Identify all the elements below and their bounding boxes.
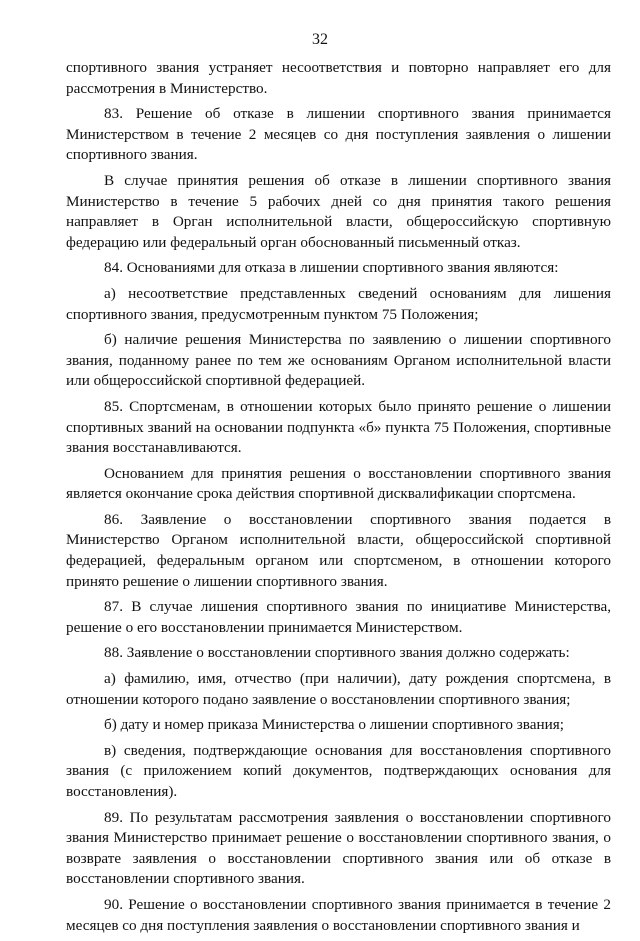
document-body <box>66 58 611 941</box>
paragraph-83-refusal-case: В случае принятия решения об отказе в лишении спортивного звания Министерство в течение 5 рабочих дней со дня принятия такого решения направляет в Орган исполнительной власти, общероссийскую спортивную федерацию или федеральный орган обоснованный письменный отказ. <box>66 171 611 251</box>
paragraph-continuation: спортивного звания устраняет несоответствия и повторно направляет его для рассмотрения в Министерство. <box>66 59 611 97</box>
paragraph-88: 88. Заявление о восстановлении спортивного звания должно содержать: <box>104 644 570 662</box>
paragraph-86: 86. Заявление о восстановлении спортивного звания подается в Министерство Органом исполнительной власти, общероссийской спортивной федерацией, федеральным органом или спортсменом, в отношении которого принято решение о лишении спортивного звания. <box>66 510 611 590</box>
paragraph-84: 84. Основаниями для отказа в лишении спортивного звания являются: <box>104 259 559 277</box>
paragraph-84-a: а) несоответствие представленных сведений основаниям для лишения спортивного звания, предусмотренным пунктом 75 Положения; <box>66 284 611 323</box>
paragraph-88-b: б) дату и номер приказа Министерства о лишении спортивного звания; <box>104 716 564 734</box>
page-number: 32 <box>312 31 328 48</box>
paragraph-84-b: б) наличие решения Министерства по заявлению о лишении спортивного звания, поданному ранее по тем же основаниям Органом исполнительной власти или общероссийской спортивной федерацией. <box>66 331 611 390</box>
paragraph-88-a: а) фамилию, имя, отчество (при наличии), дату рождения спортсмена, в отношении которого подано заявление о восстановлении спортивного звания; <box>66 670 611 708</box>
paragraph-87: 87. В случае лишения спортивного звания по инициативе Министерства, решение о его восстановлении принимается Министерством. <box>66 598 611 636</box>
paragraph-90: 90. Решение о восстановлении спортивного звания принимается в течение 2 месяцев со дня поступления заявления о восстановлении спортивного звания и <box>66 895 611 934</box>
paragraph-88-c: в) сведения, подтверждающие основания для восстановления спортивного звания (с приложением копий документов, подтверждающих основания для восстановления). <box>66 741 611 800</box>
paragraph-85-basis: Основанием для принятия решения о восстановлении спортивного звания является окончание срока действия спортивной дисквалификации спортсмена. <box>66 464 611 503</box>
paragraph-85: 85. Спортсменам, в отношении которых было принято решение о лишении спортивных званий на основании подпункта «б» пункта 75 Положения, спортивные звания восстанавливаются. <box>66 397 611 457</box>
paragraph-89: 89. По результатам рассмотрения заявления о восстановлении спортивного звания Министерство принимает решение о восстановлении спортивного звания, о возврате заявления о восстановлении спортивного звания или об отказе в восстановлении спортивного звания. <box>66 808 611 888</box>
paragraph-83: 83. Решение об отказе в лишении спортивного звания принимается Министерством в течение 2 месяцев со дня поступления заявления о лишении спортивного звания. <box>66 105 611 164</box>
